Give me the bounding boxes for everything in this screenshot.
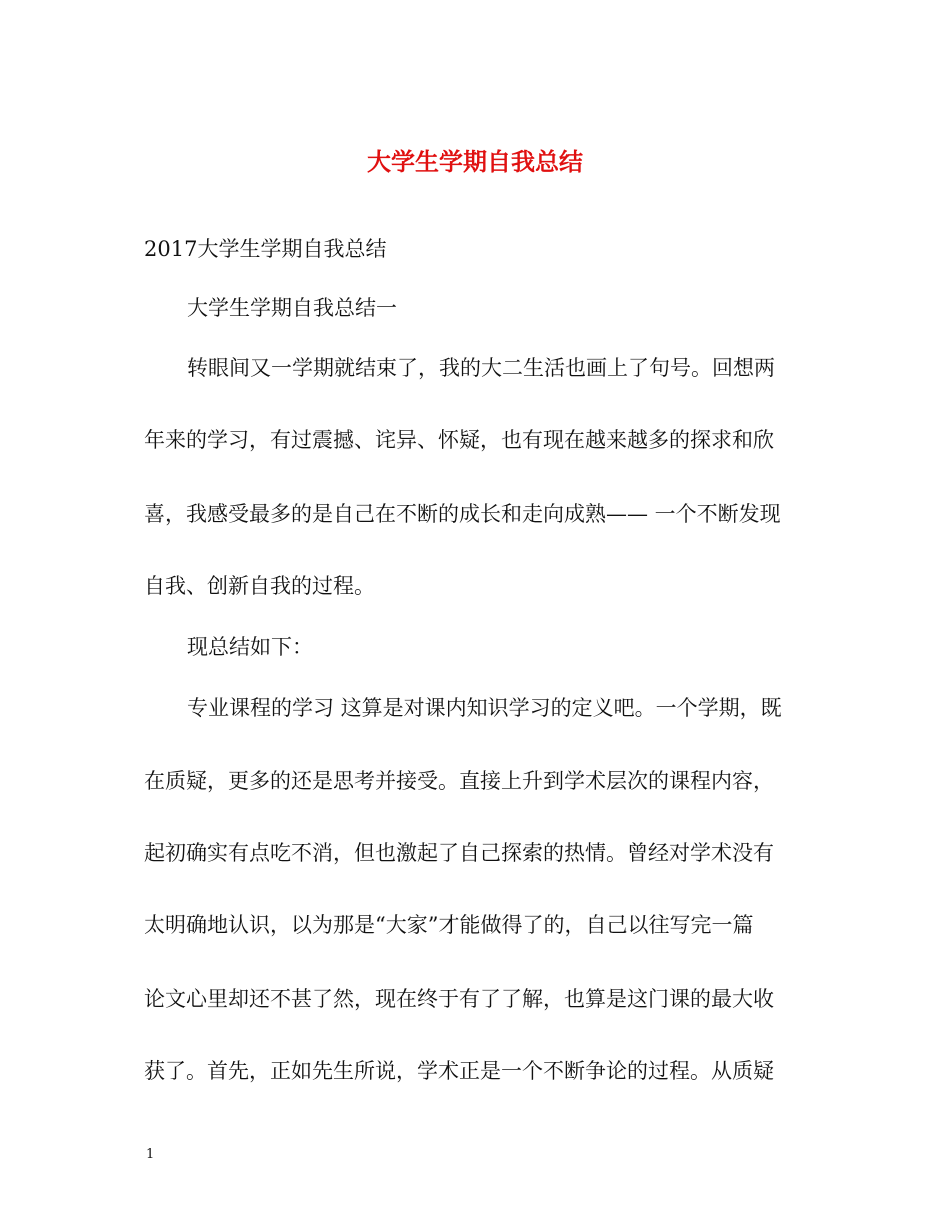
paragraph-line: 起初确实有点吃不消，但也激起了自己探索的热情。曾经对学术没有: [144, 841, 774, 865]
document-subtitle: 2017大学生学期自我总结: [144, 237, 387, 261]
document-title: 大学生学期自我总结: [367, 147, 583, 176]
paragraph-line: 论文心里却还不甚了然，现在终于有了了解，也算是这门课的最大收: [144, 987, 774, 1011]
paragraph-line: 现总结如下：: [187, 635, 313, 659]
paragraph-line: 转眼间又一学期就结束了，我的大二生活也画上了句号。回想两: [187, 356, 775, 380]
paragraph-line: 在质疑，更多的还是思考并接受。直接上升到学术层次的课程内容，: [144, 769, 774, 793]
paragraph-line: 自我、创新自我的过程。: [144, 574, 375, 598]
paragraph-line: 年来的学习，有过震撼、诧异、怀疑，也有现在越来越多的探求和欣: [144, 428, 774, 452]
paragraph-line: 专业课程的学习 这算是对课内知识学习的定义吧。一个学期，既: [187, 696, 782, 720]
paragraph-line: 获了。首先，正如先生所说，学术正是一个不断争论的过程。从质疑: [144, 1059, 774, 1083]
paragraph-line: 喜，我感受最多的是自己在不断的成长和走向成熟—— 一个不断发现: [144, 502, 781, 526]
section-heading: 大学生学期自我总结一: [187, 296, 397, 320]
paragraph-line: 太明确地认识，以为那是“大家”才能做得了的，自己以往写完一篇: [144, 913, 754, 937]
page-number: 1: [146, 1147, 155, 1162]
